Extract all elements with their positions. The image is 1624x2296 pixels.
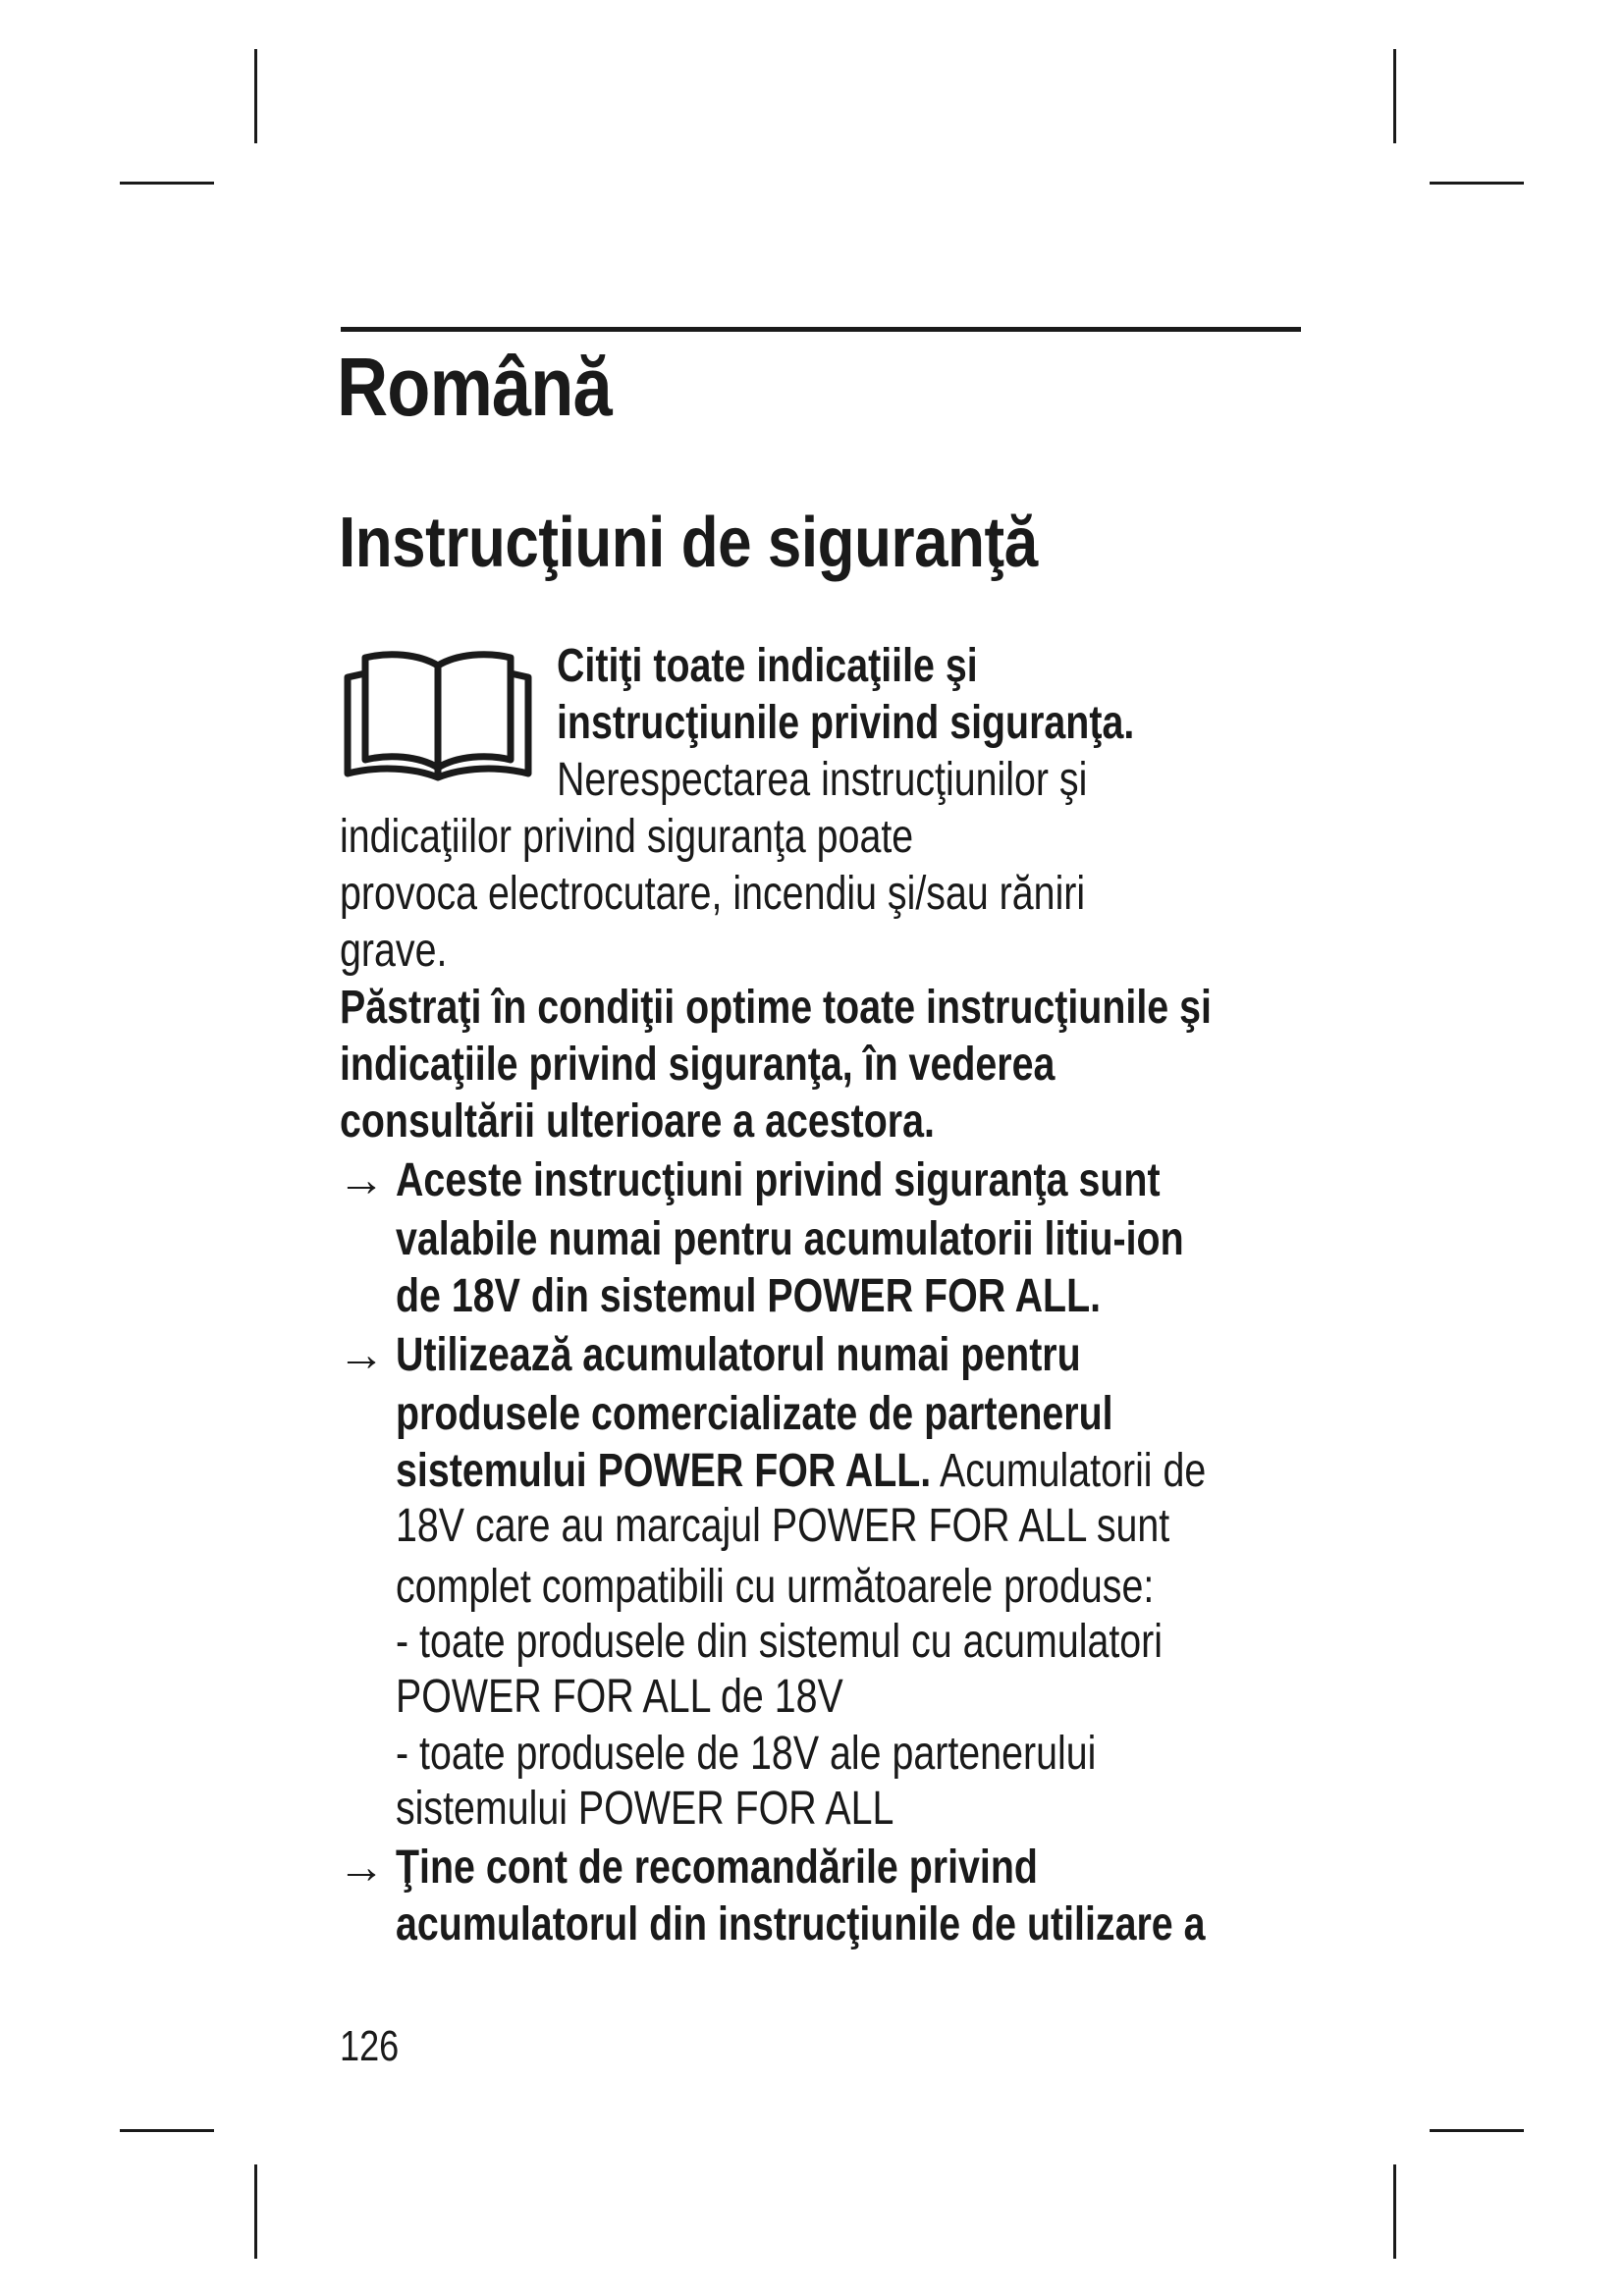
keep-line-3: consultării ulterioare a acestora. xyxy=(340,1095,935,1148)
bullet2-normal-line-4: POWER FOR ALL de 18V xyxy=(396,1671,843,1723)
language-title: Română xyxy=(337,341,612,433)
crop-mark-bottom-right-horizontal xyxy=(1430,2129,1524,2132)
bullet3-line-1: Ţine cont de recomandările privind xyxy=(396,1842,1038,1894)
heading-rule xyxy=(341,327,1301,332)
bullet2-normal-line-1: 18V care au marcajul POWER FOR ALL sunt xyxy=(396,1500,1170,1552)
open-book-icon xyxy=(340,644,536,781)
bullet2-normal-line-3: - toate produsele din sistemul cu acumulatori xyxy=(396,1616,1164,1668)
crop-mark-top-left-vertical xyxy=(254,49,257,143)
section-title: Instrucţiuni de siguranţă xyxy=(339,504,1038,582)
intro-bold-line-1: Citiţi toate indicaţiile şi xyxy=(557,640,978,692)
intro-normal-line-2: indicaţiilor privind siguranţa poate xyxy=(340,811,914,863)
bullet2-inline-normal: Acumulatorii de xyxy=(931,1445,1207,1497)
bullet-arrow-3: → xyxy=(338,1842,385,1894)
crop-mark-top-left-horizontal xyxy=(120,182,214,185)
bullet-arrow-2: → xyxy=(338,1329,385,1381)
keep-line-1: Păstraţi în condiţii optime toate instrucţiunile şi xyxy=(340,982,1212,1034)
crop-mark-top-right-vertical xyxy=(1393,49,1396,143)
crop-mark-bottom-left-horizontal xyxy=(120,2129,214,2132)
bullet2-bold-line-3: sistemului POWER FOR ALL. xyxy=(396,1445,932,1497)
crop-mark-bottom-left-vertical xyxy=(254,2164,257,2259)
bullet3-line-2: acumulatorul din instrucţiunile de utilizare a xyxy=(396,1898,1206,1950)
crop-mark-top-right-horizontal xyxy=(1430,182,1524,185)
keep-line-2: indicaţiile privind siguranţa, în vederea xyxy=(340,1039,1056,1091)
bullet1-line-3: de 18V din sistemul POWER FOR ALL. xyxy=(396,1270,1102,1322)
bullet2-mixed-line xyxy=(396,1443,1206,1500)
intro-bold-line-2: instrucţiunile privind siguranţa. xyxy=(557,697,1135,749)
bullet2-normal-line-2: complet compatibili cu următoarele produse: xyxy=(396,1561,1155,1613)
intro-normal-line-1: Nerespectarea instrucţiunilor şi xyxy=(557,754,1088,806)
bullet1-line-1: Aceste instrucţiuni privind siguranţa sunt xyxy=(396,1154,1161,1206)
crop-mark-bottom-right-vertical xyxy=(1393,2164,1396,2259)
intro-normal-line-4: grave. xyxy=(340,925,448,977)
intro-normal-line-3: provoca electrocutare, incendiu şi/sau răniri xyxy=(340,868,1086,920)
page-number: 126 xyxy=(340,2022,400,2070)
bullet1-line-2: valabile numai pentru acumulatorii litiu-ion xyxy=(396,1213,1184,1265)
bullet2-normal-line-6: sistemului POWER FOR ALL xyxy=(396,1783,894,1835)
bullet2-normal-line-5: - toate produsele de 18V ale partenerului xyxy=(396,1728,1097,1780)
bullet-arrow-1: → xyxy=(338,1154,385,1206)
bullet2-bold-line-1: Utilizează acumulatorul numai pentru xyxy=(396,1329,1081,1381)
bullet2-bold-line-2: produsele comercializate de partenerul xyxy=(396,1388,1113,1440)
